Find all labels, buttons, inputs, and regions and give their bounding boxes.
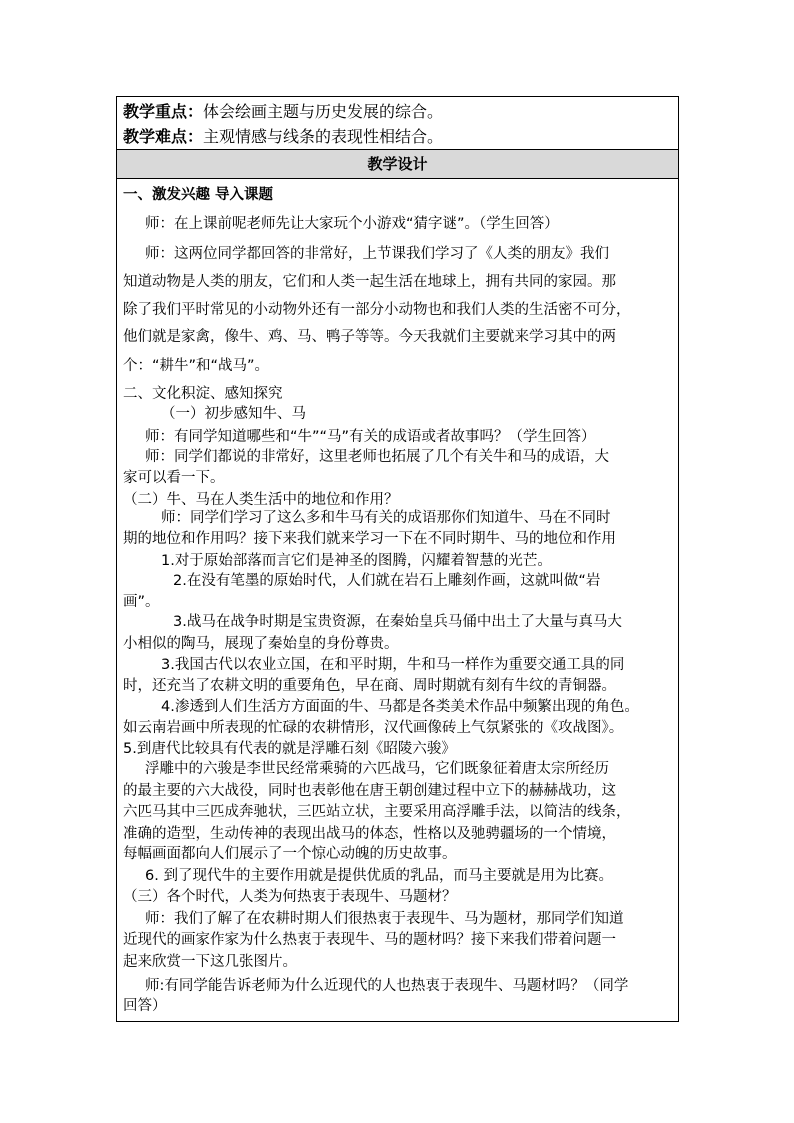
content-line: 知道动物是人类的朋友，它们和人类一起生活在地球上，拥有共同的家园。那: [123, 274, 616, 290]
content-line: 师：同学们学习了这么多和牛马有关的成语那你们知道牛、马在不同时: [161, 510, 611, 526]
content-line: 回答）: [123, 998, 167, 1014]
teaching-difficulty-text: 主观情感与线条的表现性相结合。: [203, 127, 444, 146]
divider: [117, 178, 678, 179]
content-line: 师：这两位同学都回答的非常好，上节课我们学习了《人类的朋友》我们: [145, 246, 609, 262]
content-line: 画”。: [123, 594, 160, 610]
content-line: 师：我们了解了在农耕时期人们很热衷于表现牛、马为题材，那同学们知道: [145, 911, 624, 927]
content-line: 小相似的陶马，展现了秦始皇的身份尊贵。: [123, 636, 399, 652]
content-line: 除了我们平时常见的小动物外还有一部分小动物也和我们人类的生活密不可分，: [123, 302, 631, 318]
content-line: 个：“耕牛”和“战马”。: [123, 358, 270, 374]
content-line: 师：在上课前呢老师先让大家玩个小游戏“猜字谜”。（学生回答）: [145, 216, 559, 232]
content-line: 的最主要的六大战役，同时也表彰他在唐王朝创建过程中立下的赫赫战功，这: [123, 783, 616, 799]
content-line: （二）牛、马在人类生活中的地位和作用？: [123, 492, 399, 508]
content-line: 时，还充当了农耕文明的重要角色，早在商、周时期就有刻有牛纹的青铜器。: [123, 678, 616, 694]
content-line: 师：有同学知道哪些和“牛”“马”有关的成语或者故事吗？（学生回答）: [145, 429, 596, 445]
content-line: 师：同学们都说的非常好，这里老师也拓展了几个有关牛和马的成语，大: [145, 449, 609, 465]
content-line: 如云南岩画中所表现的忙碌的农耕情形，汉代画像砖上气氛紧张的《攻战图》。: [123, 720, 624, 736]
content-line: （三）各个时代，人类为何热衷于表现牛、马题材？: [123, 889, 457, 905]
teaching-difficulty-label: 教学难点：: [123, 127, 204, 146]
teaching-focus-text: 体会绘画主题与历史发展的综合。: [203, 102, 444, 121]
teaching-focus: [123, 99, 678, 122]
design-header: 教学设计: [117, 150, 678, 178]
content-line: 一、激发兴趣 导入课题: [123, 187, 274, 203]
content-line: 家可以看一下。: [123, 470, 225, 486]
content-line: （一）初步感知牛、马: [161, 406, 306, 422]
content-line: 近现代的画家作家为什么热衷于表现牛、马的题材吗？接下来我们带着问题一: [123, 932, 616, 948]
content-line: 3.战马在战争时期是宝贵资源，在秦始皇兵马俑中出土了大量与真马大: [173, 614, 622, 630]
content-line: 起来欣赏一下这几张图片。: [123, 954, 297, 970]
content-line: 4.渗透到人们生活方方面面的牛、马都是各类美术作品中频繁出现的角色。: [161, 699, 639, 715]
lesson-plan-table: [116, 96, 679, 1022]
content-line: 二、文化积淀、感知探究: [123, 386, 283, 402]
teaching-difficulty: [123, 124, 678, 147]
content-line: 期的地位和作用吗？接下来我们就来学习一下在不同时期牛、马的地位和作用: [123, 531, 616, 547]
content-line: 每幅画面都向人们展示了一个惊心动魄的历史故事。: [123, 846, 457, 862]
content-line: 师:有同学能告诉老师为什么近现代的人也热衷于表现牛、马题材吗？（同学: [145, 978, 629, 994]
content-line: 6. 到了现代牛的主要作用就是提供优质的乳品，而马主要就是用为比赛。: [145, 868, 613, 884]
content-line: 5.到唐代比较具有代表的就是浮雕石刻《昭陵六骏》: [123, 741, 456, 757]
content-line: 2.在没有笔墨的原始时代，人们就在岩石上雕刻作画，这就叫做“岩: [173, 573, 601, 589]
teaching-focus-label: 教学重点：: [123, 102, 204, 121]
content-line: 他们就是家禽，像牛、鸡、马、鸭子等等。今天我就们主要就来学习其中的两: [123, 329, 616, 345]
content-line: 准确的造型，生动传神的表现出战马的体态，性格以及驰骋疆场的一个情境，: [123, 826, 616, 842]
content-line: 1.对于原始部落而言它们是神圣的图腾，闪耀着智慧的光芒。: [161, 553, 552, 569]
content-line: 六匹马其中三匹成奔驰状，三匹站立状，主要采用高浮雕手法，以简洁的线条，: [123, 804, 631, 820]
content-line: 3.我国古代以农业立国，在和平时期，牛和马一样作为重要交通工具的同: [161, 657, 625, 673]
content-line: 浮雕中的六骏是李世民经常乘骑的六匹战马，它们既象征着唐太宗所经历: [145, 761, 609, 777]
